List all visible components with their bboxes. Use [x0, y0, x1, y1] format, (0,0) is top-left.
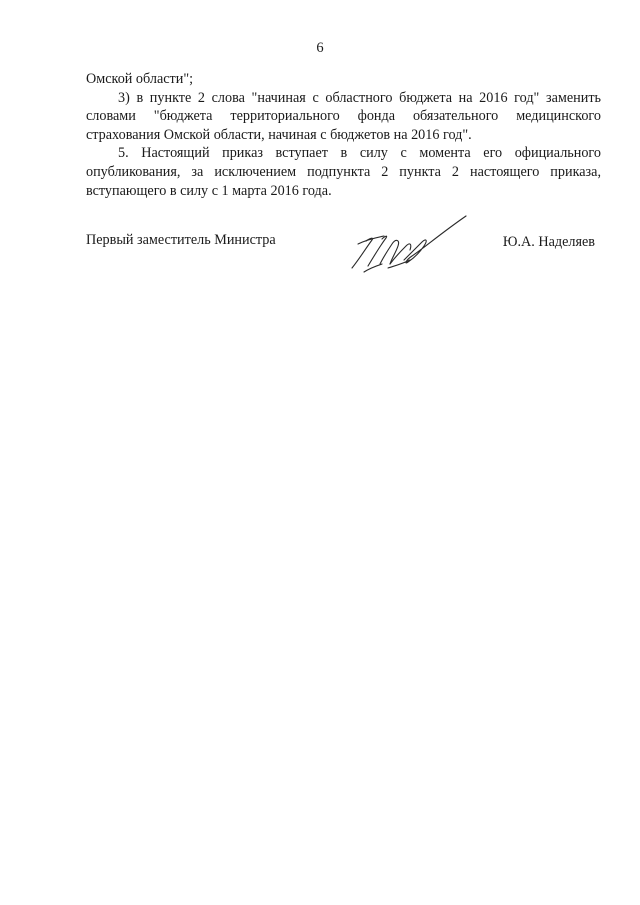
paragraph-item-3: 3) в пункте 2 слова "начиная с областного бюджета на 2016 год" заменить словами "бюджета территориального фонда обязательного медицинского страхования Омской области, начиная с бюджетов на 2016 год". [86, 89, 601, 143]
handwritten-signature [344, 210, 474, 276]
signatory-position: Первый заместитель Министра [86, 232, 276, 248]
paragraph-item-5: 5. Настоящий приказ вступает в силу с момента его официального опубликования, за исключением подпункта 2 пункта 2 настоящего приказа, вступающего в силу с 1 марта 2016 года. [86, 145, 601, 199]
paragraph-continuation: Омской области"; [86, 71, 194, 87]
signature-block [86, 232, 601, 282]
document-body [86, 70, 601, 200]
signatory-name: Ю.А. Наделяев [502, 234, 595, 250]
page-number: 6 [316, 40, 324, 56]
